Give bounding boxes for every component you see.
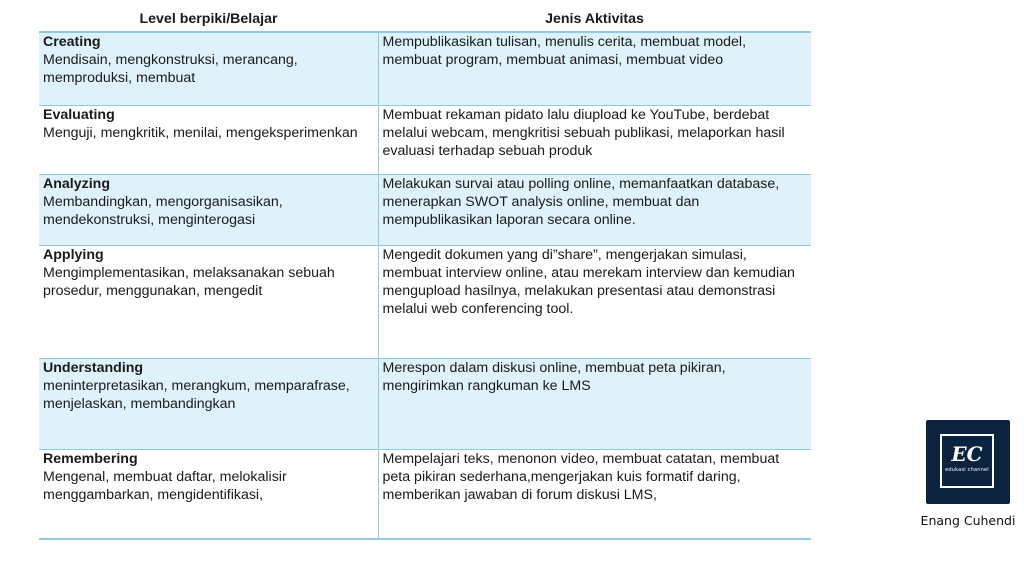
table-row [39,246,811,359]
activity-cell: Mempelajari teks, menonon video, membuat catatan, membuat peta pikiran sederhana,mengerjakan kuis formatif daring, memberikan jawaban di forum diskusi LMS, [378,450,811,540]
level-name: Remembering [43,451,138,467]
level-verbs: Menguji, mengkritik, menilai, mengeksperimenkan [43,125,358,141]
level-name: Evaluating [43,107,115,123]
bloom-taxonomy-table [39,6,811,540]
level-cell [39,246,378,359]
activity-cell: Melakukan survai atau polling online, memanfaatkan database, menerapkan SWOT analysis online, membuat dan mempublikasikan laporan secara online. [378,175,811,246]
level-cell [39,32,378,106]
level-name: Analyzing [43,176,111,192]
activity-cell: Mempublikasikan tulisan, menulis cerita, membuat model, membuat program, membuat animasi, membuat video [378,32,811,106]
logo-frame [940,434,994,488]
level-verbs: Membandingkan, mengorganisasikan, mendekonstruksi, menginterogasi [43,194,283,228]
level-name: Understanding [43,360,144,376]
level-verbs: Mengenal, membuat daftar, melokalisir menggambarkan, mengidentifikasi, [43,469,287,503]
logo-mark: EC [951,442,983,466]
author-caption: Enang Cuhendi [920,513,1016,528]
activity-cell: Mengedit dokumen yang di”share”, mengerjakan simulasi, membuat interview online, atau merekam interview dan kemudian mengupload hasilnya, melakukan presentasi atau demonstrasi melalui web conferencing tool. [378,246,811,359]
header-activities: Jenis Aktivitas [378,6,811,32]
level-name: Creating [43,34,101,50]
level-verbs: meninterpretasikan, merangkum, memparafrase, menjelaskan, membandingkan [43,378,350,412]
table-header-row [39,6,811,32]
level-verbs: Mengimplementasikan, melaksanakan sebuah prosedur, menggunakan, mengedit [43,265,335,299]
logo-subtitle: edukasi channel [945,467,989,473]
level-verbs: Mendisain, mengkonstruksi, merancang, memproduksi, membuat [43,52,298,86]
level-name: Applying [43,247,104,263]
level-cell [39,175,378,246]
table-row [39,450,811,540]
table-row [39,359,811,450]
table-row [39,175,811,246]
activity-cell: Merespon dalam diskusi online, membuat peta pikiran, mengirimkan rangkuman ke LMS [378,359,811,450]
table-row [39,106,811,175]
header-level: Level berpiki/Belajar [39,6,378,32]
table-row [39,32,811,106]
edukasi-channel-logo [926,420,1010,504]
level-cell [39,450,378,540]
level-cell [39,106,378,175]
level-cell [39,359,378,450]
activity-cell: Membuat rekaman pidato lalu diupload ke YouTube, berdebat melalui webcam, mengkritisi sebuah publikasi, melaporkan hasil evaluasi terhadap sebuah produk [378,106,811,175]
